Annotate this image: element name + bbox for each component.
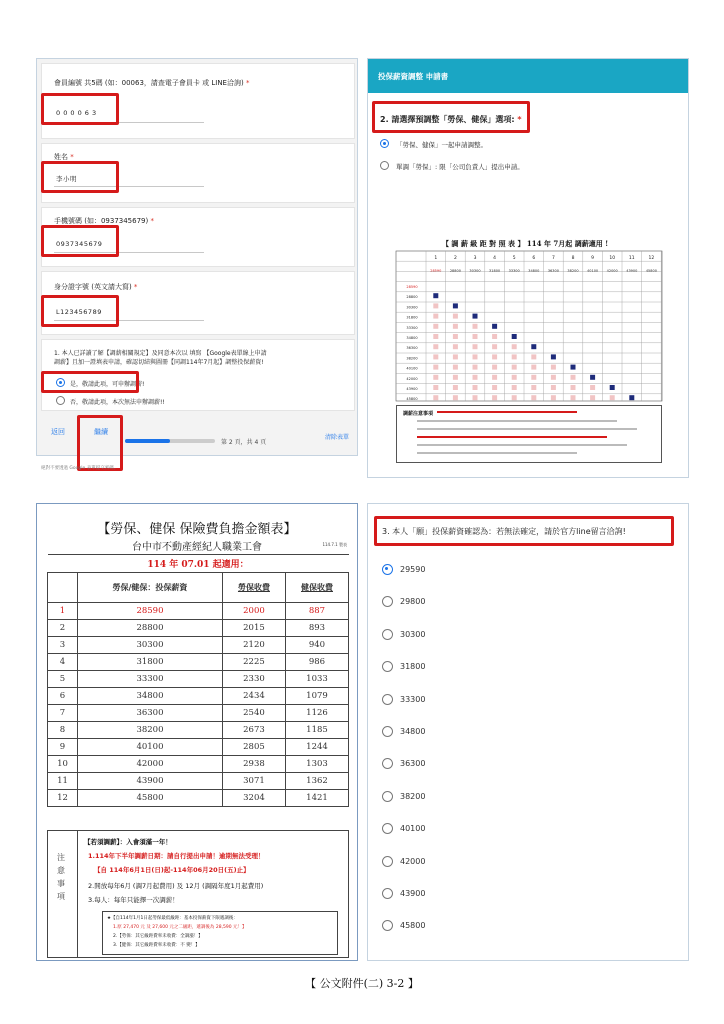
premium-cell-labor: 2225 [222,654,285,671]
matrix-mark-past [531,375,536,380]
premium-row [48,620,349,637]
matrix-mark-past [453,314,458,319]
salary-option-label: 42000 [400,856,426,866]
back-button[interactable]: 返回 [51,428,65,436]
premium-cell-health: 1303 [285,756,348,773]
premium-cell-salary: 28800 [78,620,223,637]
matrix-mark-past [551,375,556,380]
clear-form-link[interactable]: 清除表單 [324,434,349,441]
matrix-mark-current [629,395,634,400]
highlight-box-member-id [41,93,119,125]
name-input[interactable]: 李小明 [56,175,77,183]
premium-cell-no: 10 [48,756,78,773]
salary-option-radio[interactable] [382,791,393,802]
matrix-notes-box [396,405,662,463]
premium-cell-labor: 3071 [222,773,285,790]
matrix-mark-current [453,303,458,308]
matrix-col-header: 10 [609,256,616,261]
premium-cell-salary: 45800 [78,790,223,807]
matrix-mark-current [433,293,438,298]
progress-bar [125,439,215,443]
matrix-col-header: 4 [493,256,497,261]
matrix-row-value: 33300 [406,325,418,330]
premium-cell-salary: 38200 [78,722,223,739]
premium-cell-salary: 30300 [78,637,223,654]
premium-row [48,688,349,705]
matrix-mark-past [473,354,478,359]
premium-cell-labor: 2000 [222,603,285,620]
notes-section [47,830,349,958]
highlight-box-consent-yes [41,371,139,393]
member-id-label: 會員編號 共5碼 (如：00063，請查電子會員卡 或 LINE洽詢) [54,79,244,87]
premium-row [48,773,349,790]
matrix-col-header: 2 [453,256,457,261]
effective-date: 114 年 07.01 起適用： [48,555,349,573]
salary-option-label: 31800 [400,662,426,672]
premium-table-title: 【勞保、健保 保險費負擔金額表】 [97,522,297,537]
note-line-2: 1.114年下半年調薪日期：請自行提出申請！逾期無法受理！ [88,852,265,860]
matrix-mark-current [571,365,576,370]
matrix-mark-past [531,365,536,370]
matrix-row-value: 31800 [406,315,418,320]
premium-cell-no: 5 [48,671,78,688]
note-line-4: 2.開放每年6月 (調7月起費用) 及 12月 (調隔年度1月起費用) [88,882,264,890]
note-inner-box [102,911,338,955]
matrix-notes-title: 調薪注意事項 [403,411,434,417]
premium-cell-labor: 2330 [222,671,285,688]
matrix-mark-past [512,385,517,390]
matrix-mark-past [512,354,517,359]
matrix-col-header: 7 [551,256,555,261]
form-panel-adjustment [367,58,689,478]
col-no [48,573,78,603]
premium-cell-no: 7 [48,705,78,722]
salary-option-label: 43900 [400,889,426,898]
note-line-1: 【若須調薪】：入會須滿一年！ [84,838,172,846]
salary-select-panel [367,503,689,961]
matrix-top-value: 45800 [645,269,657,273]
matrix-top-value: 31800 [489,269,501,273]
salary-option-label: 45800 [400,921,426,931]
matrix-mark-past [551,365,556,370]
premium-cell-no: 1 [48,603,78,620]
inner-note-3: 2.【勞保：其它級距費率未收費：全調漲！】 [113,934,203,939]
salary-option-label: 30300 [400,629,426,639]
notes-redline-4 [417,436,607,438]
notes-line-3 [417,428,637,430]
union-name: 台中市不動產經紀人職業工會 [132,542,262,553]
note-line-5: 3.每人：每年只能擇一次調薪！ [88,896,179,904]
matrix-row-value: 43900 [406,387,418,391]
salary-option-radio[interactable] [382,726,393,737]
matrix-mark-past [433,344,438,349]
matrix-mark-past [433,303,438,308]
highlight-box-phone [41,225,119,257]
matrix-col-header: 11 [628,256,635,261]
salary-option-radio[interactable] [382,888,393,899]
premium-cell-labor: 2434 [222,688,285,705]
notes-label: 注意事項 [57,853,65,901]
matrix-mark-past [473,334,478,339]
col-salary: 勞保/健保：投保薪資 [78,573,223,603]
premium-cell-health: 1362 [285,773,348,790]
member-id-input[interactable]: 0 0 0 0 6 3 [56,109,97,117]
premium-cell-labor: 2805 [222,739,285,756]
matrix-row-value: 40100 [406,366,418,371]
premium-row [48,790,349,807]
next-button[interactable]: 繼續 [94,428,108,436]
matrix-row-value: 28800 [406,295,418,300]
salary-option-radio[interactable] [382,758,393,769]
premium-cell-health: 1079 [285,688,348,705]
matrix-col-header: 6 [532,256,536,261]
premium-row [48,671,349,688]
premium-row [48,756,349,773]
inner-note-4: 3.【健保：其它級距費率未收費：不 變！】 [113,943,200,948]
matrix-top-value: 43900 [626,269,638,273]
option-labor-health-label: 「勞保、健保」一起申請調整。 [396,141,487,149]
matrix-mark-current [531,344,536,349]
radio-labor-health[interactable] [380,139,389,148]
premium-cell-health: 893 [285,620,348,637]
radio-labor-only[interactable] [380,161,389,170]
matrix-mark-past [453,324,458,329]
inner-note-1: ★【自114年1月1日起勞保最低級距：基本投保薪資下限遞調後： [107,916,238,921]
premium-cell-labor: 2673 [222,722,285,739]
salary-option-radio[interactable] [382,629,393,640]
matrix-top-value: 30300 [469,269,481,273]
matrix-mark-past [433,314,438,319]
matrix-mark-past [433,385,438,390]
option-labor-only-label: 單調「勞保」: 限「公司負責人」提出申請。 [396,163,524,171]
matrix-row-value: 45800 [406,397,418,402]
matrix-mark-past [433,354,438,359]
salary-option-label: 40100 [400,824,426,834]
premium-cell-health: 887 [285,603,348,620]
matrix-col-header: 8 [571,256,575,261]
form-header [368,59,688,93]
matrix-mark-past [571,385,576,390]
form-footer-note: 絕對不要透過 Google 表單提交密碼。 [41,466,119,471]
phone-input[interactable]: 0937345679 [56,240,103,248]
matrix-col-header: 3 [473,256,477,261]
salary-option-label: 36300 [400,759,426,769]
premium-table-panel [36,503,358,961]
premium-cell-health: 1421 [285,790,348,807]
matrix-mark-past [531,354,536,359]
premium-cell-labor: 3204 [222,790,285,807]
radio-consent-no[interactable] [56,396,65,405]
matrix-row-value: 38200 [406,356,418,361]
premium-cell-salary: 34800 [78,688,223,705]
matrix-mark-past [512,395,517,400]
matrix-top-value: 40100 [587,269,599,273]
salary-option-label: 29800 [400,597,426,607]
salary-option-radio[interactable] [382,661,393,672]
form-header-title: 投保薪資調整 申請書 [378,72,449,81]
name-label: 姓名 [54,153,68,161]
salary-option-label: 34800 [400,727,426,736]
premium-cell-health: 940 [285,637,348,654]
matrix-row-value: 30300 [406,305,418,310]
matrix-top-value: 36300 [547,269,559,273]
premium-cell-labor: 2540 [222,705,285,722]
date-note: 114.7.1 製表 [322,542,347,547]
premium-cell-health: 1244 [285,739,348,756]
highlight-box-question2 [372,101,530,133]
matrix-top-value: 42000 [606,269,618,273]
matrix-mark-past [590,385,595,390]
matrix-mark-past [590,395,595,400]
highlight-box-next [77,415,123,471]
salary-option-radio[interactable] [382,694,393,705]
matrix-mark-past [453,334,458,339]
premium-cell-health: 1033 [285,671,348,688]
matrix-mark-past [571,375,576,380]
matrix-mark-past [551,385,556,390]
premium-cell-no: 4 [48,654,78,671]
matrix-mark-past [453,395,458,400]
matrix-mark-past [453,365,458,370]
highlight-box-name [41,161,119,193]
matrix-mark-current [610,385,615,390]
matrix-row-value: 28590 [406,285,418,289]
salary-option-radio[interactable] [382,856,393,867]
col-health: 健保收費 [285,573,348,603]
matrix-col-header: 1 [434,256,438,261]
consent-label-line2: 調薪】且加一證填表申請，確認切結與圖冊【同調114年7月起】調整投保薪資! [54,359,264,366]
premium-cell-no: 8 [48,722,78,739]
matrix-mark-past [492,334,497,339]
matrix-mark-past [551,395,556,400]
premium-row [48,739,349,756]
matrix-mark-current [492,324,497,329]
premium-cell-salary: 31800 [78,654,223,671]
notes-line-2 [417,420,617,422]
matrix-mark-past [473,375,478,380]
matrix-mark-past [512,365,517,370]
premium-cell-health: 986 [285,654,348,671]
notes-line-6 [417,452,577,454]
premium-cell-salary: 33300 [78,671,223,688]
matrix-mark-past [610,395,615,400]
matrix-top-value: 38200 [567,269,579,273]
matrix-mark-past [473,344,478,349]
required-mark: * [517,115,522,124]
matrix-mark-current [473,314,478,319]
matrix-mark-past [492,375,497,380]
premium-cell-no: 9 [48,739,78,756]
adjust-question: 2. 請選擇預調整「勞保、健保」選項: [380,115,515,124]
premium-cell-labor: 2120 [222,637,285,654]
matrix-mark-past [473,395,478,400]
matrix-mark-past [571,395,576,400]
salary-option-label: 33300 [400,694,426,704]
premium-cell-health: 1185 [285,722,348,739]
inner-note-2: 1.原 27,470 元 及 27,600 元之二級距，遞調後為 28,590 元！】 [113,925,247,930]
notes-redline-1 [437,411,577,413]
premium-row [48,654,349,671]
salary-matrix-title: 【 調 薪 級 距 對 照 表 】 114 年 7月起 調薪適用 ! [442,239,609,248]
salary-option-radio[interactable] [382,564,393,575]
matrix-mark-past [433,334,438,339]
matrix-mark-past [492,365,497,370]
matrix-mark-past [531,395,536,400]
matrix-mark-past [453,385,458,390]
premium-row [48,722,349,739]
col-labor: 勞保收費 [222,573,285,603]
consent-label-line1: 1. 本人已詳讀了解【調薪相關規定】及同意本次以 填寫 【Google表單線上申請 [54,350,267,357]
matrix-mark-past [492,395,497,400]
premium-row [48,603,349,620]
progress-fill [125,439,170,443]
premium-cell-no: 2 [48,620,78,637]
premium-cell-salary: 43900 [78,773,223,790]
matrix-mark-past [453,354,458,359]
consent-yes-label: 是，敬請此項，可申辦調薪! [70,381,145,388]
matrix-row-value: 42000 [406,376,418,381]
required-mark: * [70,153,74,161]
form-panel-member-info [36,58,358,471]
premium-cell-salary: 28590 [78,603,223,620]
matrix-col-header: 9 [591,256,595,261]
premium-cell-labor: 2938 [222,756,285,773]
matrix-row-value: 36300 [406,346,418,351]
matrix-mark-past [433,375,438,380]
required-mark: * [133,283,138,291]
consent-no-label: 否，敬請此項，本次無法申辦調薪!! [70,399,165,406]
id-number-label: 身分證字號 (英文請大寫) [54,283,132,291]
matrix-mark-past [453,375,458,380]
salary-option-radio[interactable] [382,823,393,834]
matrix-mark-current [590,375,595,380]
matrix-mark-past [473,385,478,390]
matrix-row-value: 34800 [406,336,418,340]
matrix-mark-past [433,365,438,370]
matrix-col-header: 5 [512,256,516,261]
matrix-col-header: 12 [648,256,655,261]
matrix-mark-past [492,354,497,359]
premium-row [48,637,349,654]
id-number-input[interactable]: L123456789 [56,308,102,316]
matrix-top-value: 28800 [449,269,461,273]
page-indicator: 第 2 頁，共 4 頁 [221,439,267,446]
matrix-top-value: 28590 [430,269,442,273]
phone-label: 手機號碼 (如：0937345679) [54,217,149,225]
matrix-mark-past [433,324,438,329]
matrix-mark-current [512,334,517,339]
premium-cell-no: 12 [48,790,78,807]
matrix-mark-past [473,324,478,329]
matrix-mark-past [512,375,517,380]
document-caption: 【 公文附件(二) 3-2 】 [305,977,419,990]
matrix-top-value: 34800 [528,269,540,273]
premium-cell-salary: 40100 [78,739,223,756]
matrix-mark-past [473,365,478,370]
premium-cell-labor: 2015 [222,620,285,637]
premium-cell-salary: 42000 [78,756,223,773]
premium-cell-no: 11 [48,773,78,790]
premium-cell-salary: 36300 [78,705,223,722]
premium-cell-no: 6 [48,688,78,705]
premium-cell-health: 1126 [285,705,348,722]
matrix-mark-past [492,344,497,349]
required-mark: * [245,79,250,87]
matrix-mark-past [453,344,458,349]
matrix-mark-past [433,395,438,400]
required-mark: * [150,217,154,225]
salary-matrix-table [396,251,662,421]
highlight-box-id-number [41,295,119,327]
salary-option-radio[interactable] [382,596,393,607]
highlight-box-question3 [374,516,674,546]
matrix-mark-current [551,354,556,359]
salary-question: 3. 本人「願」投保薪資確認為：若無法確定，請於官方line留言洽詢! [382,527,626,536]
matrix-mark-past [531,385,536,390]
notes-line-5 [417,444,627,446]
matrix-mark-past [512,344,517,349]
note-line-3: 【自 114年6月1日(日)起-114年06月20日(五)止】 [94,866,250,874]
matrix-top-value: 33300 [508,269,520,273]
salary-option-label: 38200 [400,791,426,801]
salary-option-label: 29590 [400,565,426,574]
premium-cell-no: 3 [48,637,78,654]
premium-row [48,705,349,722]
salary-option-radio[interactable] [382,920,393,931]
premium-table [47,554,349,807]
matrix-mark-past [492,385,497,390]
